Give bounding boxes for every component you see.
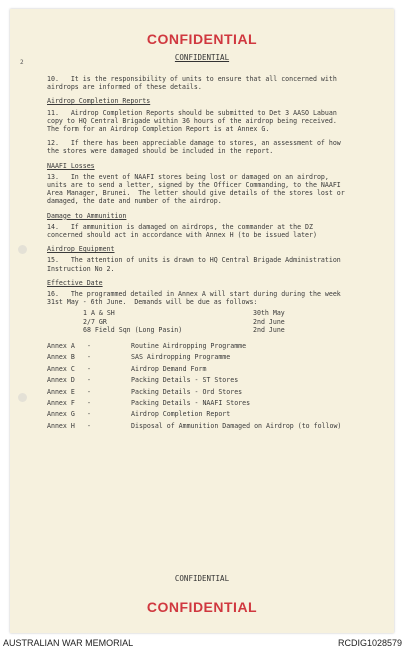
annex-title: Disposal of Ammunition Damaged on Airdrop (to follow) (131, 421, 342, 430)
annex-dash: - (87, 353, 91, 362)
annex-dash: - (87, 410, 91, 419)
annex-label: Annex D (47, 376, 75, 385)
annex-label: Annex C (47, 364, 75, 373)
list-item (47, 399, 347, 407)
demand-date: 2nd June (253, 325, 285, 334)
annex-dash: - (87, 399, 91, 408)
annex-label: Annex G (47, 410, 75, 419)
paragraph-14: 14. If ammunition is damaged on airdrops, the commander at the DZ concerned should act in accordance with Annex H (to be issued later) (47, 222, 317, 240)
unit-name: 68 Field Sqn (Long Pasin) (83, 325, 183, 334)
paragraph-15: 15. The attention of units is drawn to HQ Central Brigade Administration Instruction No 2. (47, 256, 345, 273)
paragraph-16: 16. The programmed detailed in Annex A will start during during the week 31st May - 6th June. Demands will be due as follows: (47, 290, 345, 307)
annex-dash: - (87, 421, 91, 430)
list-item (47, 318, 347, 326)
classification-footer: CONFIDENTIAL (174, 574, 230, 583)
heading-effective-date: Effective Date (47, 278, 103, 287)
annex-dash: - (87, 387, 91, 396)
annex-title: Packing Details - ST Stores (131, 376, 239, 385)
annex-list (47, 342, 347, 430)
page-mark: 2 (20, 59, 24, 66)
confidential-stamp-top: CONFIDENTIAL (146, 31, 258, 47)
demand-dates-list (47, 309, 347, 334)
paragraph-11: 11. Airdrop Completion Reports should be submitted to Det 3 AASO Labuan copy to HQ Central Brigade within 36 hours of the airdrop being received. The form for an Airdrop Completion Report is at Annex G. (47, 108, 345, 134)
list-item (47, 365, 347, 373)
annex-dash: - (87, 342, 91, 351)
annex-title: SAS Airdropping Programme (131, 353, 231, 362)
list-item (47, 376, 347, 384)
heading-completion-reports: Airdrop Completion Reports (47, 97, 151, 106)
annex-title: Airdrop Demand Form (131, 364, 207, 373)
classification-header: CONFIDENTIAL (174, 53, 230, 62)
unit-name: 2/7 GR (83, 317, 107, 326)
annex-label: Annex F (47, 399, 75, 408)
annex-dash: - (87, 376, 91, 385)
heading-damage-to-ammunition: Damage to Ammunition (47, 211, 127, 220)
list-item (47, 342, 347, 350)
punch-hole-bottom (18, 393, 27, 402)
list-item (47, 410, 347, 418)
annex-title: Packing Details - NAAFI Stores (131, 399, 251, 408)
archive-name: AUSTRALIAN WAR MEMORIAL (3, 638, 134, 648)
unit-name: 1 A & SH (83, 309, 115, 318)
annex-label: Annex A (47, 342, 75, 351)
paragraph-13: 13. In the event of NAAFI stores being lost or damaged on an airdrop, units are to send a letter, signed by the Officer Commanding, to the NAAFI Area Manager, Brunei. The letter should give details of the stores lost or damaged, the date and number of the airdrop. (47, 172, 349, 206)
list-item (47, 353, 347, 361)
annex-title: Packing Details - Ord Stores (131, 387, 243, 396)
confidential-stamp-bottom: CONFIDENTIAL (146, 599, 258, 615)
document-page (10, 9, 394, 633)
heading-airdrop-equipment: Airdrop Equipment (47, 245, 115, 254)
annex-label: Annex B (47, 353, 75, 362)
demand-date: 30th May (253, 309, 285, 318)
annex-title: Routine Airdropping Programme (131, 342, 247, 351)
annex-dash: - (87, 364, 91, 373)
annex-title: Airdrop Completion Report (131, 410, 231, 419)
paragraph-12: 12. If there has been appreciable damage to stores, an assessment of how the stores were damaged should be included in the report. (47, 139, 345, 156)
document-body (47, 75, 347, 433)
archive-record-id: RCDIG1028579 (337, 638, 402, 648)
punch-hole-top (18, 245, 27, 254)
paragraph-10: 10. It is the responsibility of units to ensure that all concerned with airdrops are informed of these details. (47, 75, 341, 92)
list-item (47, 422, 347, 430)
annex-label: Annex E (47, 387, 75, 396)
demand-date: 2nd June (253, 317, 285, 326)
list-item (47, 309, 347, 317)
list-item (47, 388, 347, 396)
annex-label: Annex H (47, 421, 75, 430)
heading-naafi-losses: NAAFI Losses (47, 161, 95, 170)
list-item (47, 326, 347, 334)
